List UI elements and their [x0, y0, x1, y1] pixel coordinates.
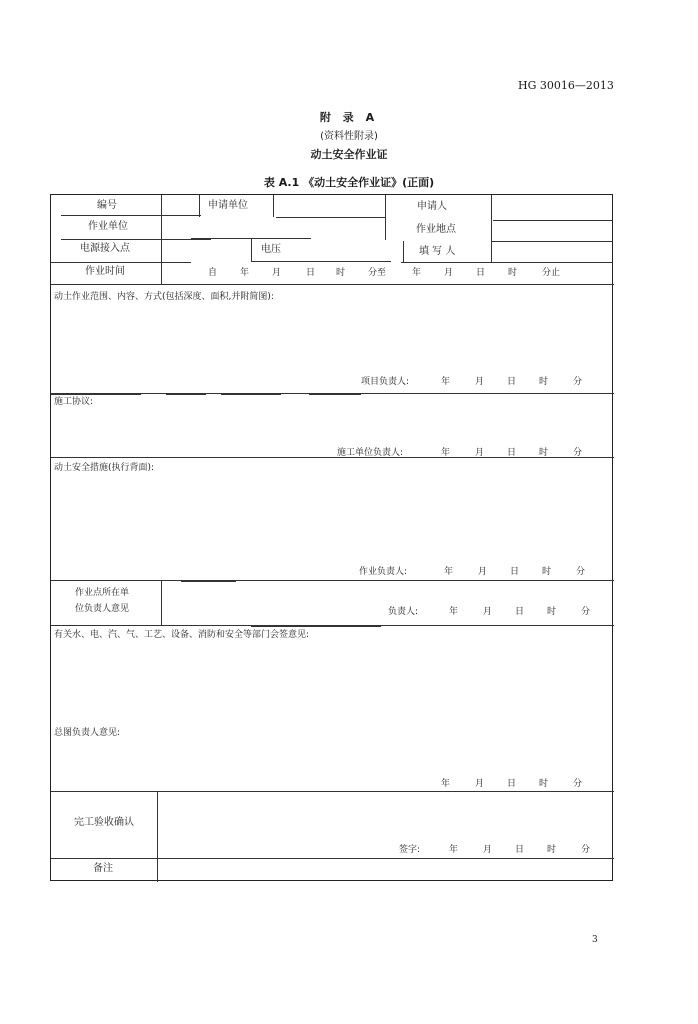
- appendix-type: (资料性附录): [320, 131, 378, 142]
- completion-label: 完工验收确认: [74, 817, 134, 828]
- departments-opinion-label: 有关水、电、汽、气、工艺、设备、消防和安全等部门会签意见:: [54, 630, 310, 640]
- filler-label: 填 写 人: [419, 246, 456, 257]
- cell-line: [276, 217, 386, 218]
- signature-line: [251, 626, 381, 627]
- signature-line: [161, 580, 221, 581]
- construction-sign-date: 年 月 日 时 分: [441, 448, 583, 458]
- completion-signer-label: 签字:: [399, 845, 421, 855]
- cell-divider: [491, 195, 492, 262]
- construction-label: 施工协议:: [54, 397, 94, 407]
- cell-divider: [157, 791, 158, 882]
- opinion-sign-date: 年 月 日 时 分: [441, 779, 583, 789]
- signature-line: [221, 394, 281, 395]
- cell-divider: [403, 241, 404, 262]
- applicant-unit-label: 申请单位: [208, 200, 248, 211]
- cell-line: [51, 262, 191, 263]
- row-divider: [51, 791, 614, 792]
- site-unit-opinion-label-2: 位负责人意见: [75, 604, 130, 614]
- row-divider: [51, 580, 614, 581]
- safety-measures-label: 动土安全措施(执行背面):: [54, 463, 155, 473]
- cell-divider: [199, 195, 200, 217]
- voltage-label: 电压: [261, 244, 281, 255]
- cell-line: [61, 239, 211, 240]
- signature-line: [181, 581, 236, 582]
- cell-divider: [161, 580, 162, 625]
- cell-divider: [251, 239, 252, 262]
- completion-sign-date: 年 月 日 时 分: [449, 845, 591, 855]
- cell-divider: [161, 262, 162, 284]
- work-time-range: 自 年 月 日 时 分至 年 月 日 时 分止: [208, 268, 561, 278]
- cell-line: [401, 262, 613, 263]
- power-point-label: 电源接入点: [80, 243, 130, 254]
- plant-opinion-label: 总图负责人意见:: [54, 728, 121, 738]
- cell-line: [61, 215, 201, 216]
- work-leader-label: 作业负责人:: [359, 567, 408, 577]
- appendix-title: 附 录 A: [319, 111, 379, 124]
- certificate-title: 动土安全作业证: [310, 148, 388, 161]
- cell-divider: [161, 195, 162, 262]
- site-sign-date: 年 月 日 时 分: [449, 607, 591, 617]
- cell-divider: [385, 195, 386, 240]
- work-location-label: 作业地点: [416, 224, 456, 235]
- work-time-label: 作业时间: [85, 266, 125, 277]
- number-label: 编号: [97, 200, 117, 211]
- cell-line: [493, 220, 613, 221]
- work-unit-label: 作业单位: [88, 221, 128, 232]
- permit-form-table: [50, 194, 613, 881]
- page-number: 3: [592, 935, 598, 945]
- remarks-label: 备注: [93, 863, 113, 874]
- applicant-label: 申请人: [417, 201, 447, 212]
- row-divider: [51, 284, 614, 285]
- table-caption: 表 A.1 《动土安全作业证》(正面): [263, 176, 435, 189]
- site-leader-label: 负责人:: [388, 607, 419, 617]
- document-code: HG 30016—2013: [518, 79, 614, 92]
- cell-line: [491, 241, 613, 242]
- project-leader-label: 项目负责人:: [361, 377, 410, 387]
- cell-divider: [273, 195, 274, 217]
- row-divider: [51, 858, 614, 859]
- scope-label: 动土作业范围、内容、方式(包括深度、面积,并附简图):: [54, 292, 274, 302]
- scope-sign-date: 年 月 日 时 分: [441, 377, 583, 387]
- signature-line: [309, 394, 361, 395]
- site-unit-opinion-label-1: 作业点所在单: [75, 588, 130, 598]
- construction-leader-label: 施工单位负责人:: [337, 448, 404, 458]
- signature-line: [166, 394, 206, 395]
- safety-sign-date: 年 月 日 时 分: [444, 567, 586, 577]
- signature-line: [51, 394, 141, 395]
- cell-line: [251, 261, 391, 262]
